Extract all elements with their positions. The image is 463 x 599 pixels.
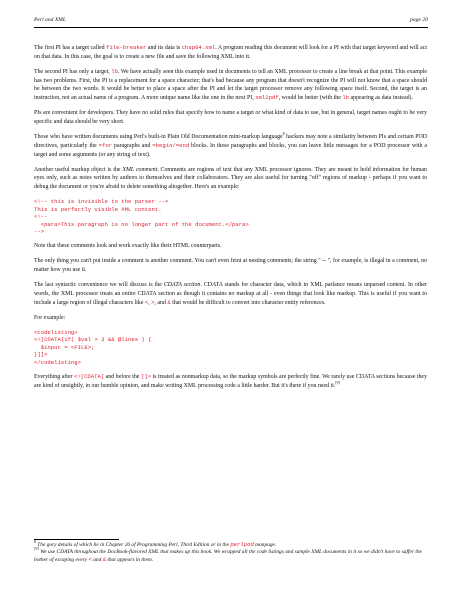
inline-code: lb [342, 94, 350, 102]
inline-code: & [167, 298, 171, 306]
inline-code: file-breaker [106, 44, 147, 51]
paragraph: The only thing you can't put inside a comment is another comment. You can't even feint at nesting comments; the string " -- ", for example, is illegal in a comment, no matter how you use it. [34, 258, 427, 274]
footnote-divider [34, 539, 119, 540]
code-block: <!-- this is invisible to the parser --> This is perfectly visible XML content. <!-- <para>This paragraph is no longer part of the document.</para> --> [34, 198, 249, 236]
inline-code: =begin/=end [152, 141, 190, 149]
paragraph: PIs are convenient for developers. They have no solid rules that specify how to name a target or what kind of data to use, but in general, target names ought to be very specific and data should be very short. [34, 110, 427, 125]
paragraph: The last syntactic convenience we will discuss is the CDATA section. CDATA stands for character data, which in XML parlance means unparsed content. In other words, the XML processor treats an entire CDATA section as though it contains no markup at all - even things that look like markup. This is useful if you want to include a large region of illegal characters like <, >, and & that would be difficult to convert into character entity references. [34, 282, 427, 306]
inline-code: ]]> [140, 372, 151, 380]
inline-code: & [102, 556, 106, 564]
inline-code: perlpod [230, 541, 254, 548]
page-header [34, 17, 428, 28]
paragraph: Note that these comments look and work exactly like their HTML counterparts. [34, 243, 222, 250]
inline-code: < [88, 556, 92, 564]
paragraph: Everything after <![CDATA[ and before the ]]> is treated as nonmarkup data, so the markup symbols are perfectly fine. We rarely use CDATA sections because they are kind of unsightly, in our humble opinion, and make writing XML processing code a little harder. But it's there if you need it.[9] [34, 372, 427, 389]
inline-code: lb [111, 67, 118, 75]
page-body [34, 44, 427, 397]
inline-code: =for [98, 141, 113, 149]
paragraph: Another useful markup object is the XML comment. Comments are regions of text that any XML processor ignores. They are meant to hold information for human eyes only, such as notes written by authors to themselves and their collaborators. They are also useful for turning "off" regions of markup - perhaps if you want to debug the document or you're afraid to delete something altogether. Here's an example: [34, 166, 427, 191]
inline-code: <![CDATA[ [73, 372, 105, 380]
paragraph: The second PI has only a target, lb. We have actually seen this example used in documents to tell an XML processor to create a line break at that point. This example has two problems. First, the PI is a replacement for a space character; that's bad because any program that doesn't recognize the PI will not know that a space should be between the two words. It would be better to place a space after the PI and let the target processor remove any following space itself. Second, the target is an instruction, not an actual name of a program. A more unique name like the one in the next PI, xml2pdf, would be better (with the lb appearing as data instead). [34, 67, 427, 102]
code-block: <codelisting> <![CDATA[if( $val > 3 && @lines ) { $input = <FILE>; }]]> </codelisting> [34, 328, 152, 366]
footnote-ref[interactable]: [9] [335, 380, 340, 385]
footnote: [9] We use CDATA throughout the DocBook-flavored XML that makes up this book. We wrapped all the code listings and sample XML documents in it so we didn't have to suffer the bother of escaping every < and & that appears in them. [34, 547, 422, 564]
paragraph: For example: [34, 314, 66, 321]
page-number: page 20 [410, 17, 428, 23]
inline-code: > [151, 298, 155, 306]
inline-code: chap04.xml [181, 44, 216, 51]
paragraph: The first PI has a target called file-breaker and its data is chap04.xml. A program reading this document will look for a PI with that target keyword and will act on that data. In this case, the goal is to create a new file and save the following XML into it. [34, 44, 427, 60]
inline-code: < [144, 298, 149, 306]
inline-code: xml2pdf [255, 94, 279, 102]
footnotes [34, 541, 427, 565]
header-title: Perl and XML [34, 17, 67, 23]
footnote-ref[interactable]: 8 [282, 131, 285, 136]
paragraph: Those who have written documents using Perl's built-in Plain Old Documentation mini-markup language$^8$ hackers may note a similarity between PIs and certain POD directives, particularly the =for paragraphs and =begin/=end blocks. In these paragraphs and blocks, you can leave little messages for a POD processor with a target and some arguments (or any string of text). [34, 131, 428, 158]
footnote: $^8$ The gory details of which lie in Chapter 26 of Programming Perl, Third Edition or in the perlpod manpage. [34, 540, 277, 548]
